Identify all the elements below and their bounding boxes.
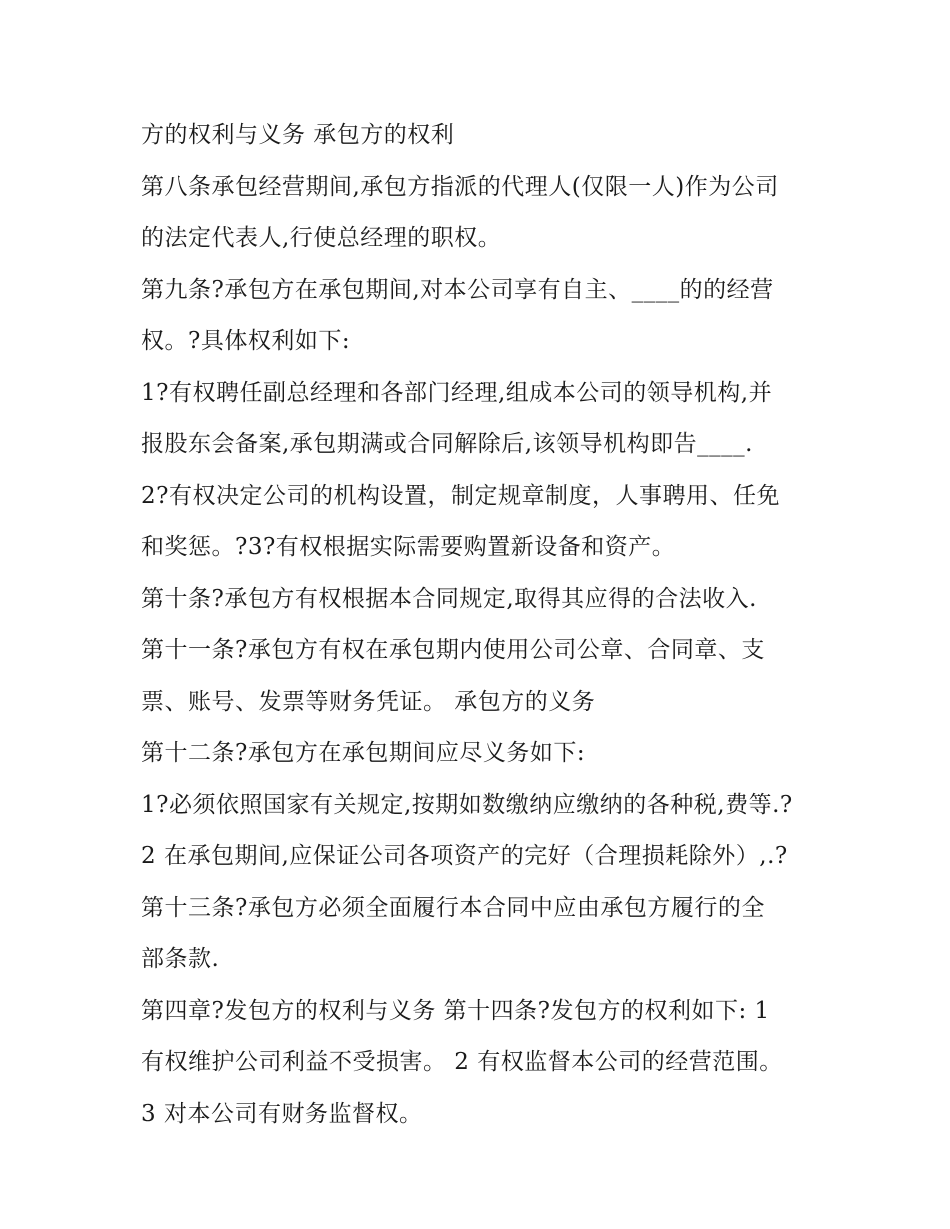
text-line: 权。?具体权利如下:	[141, 328, 351, 354]
text-line: 第十三条?承包方必须全面履行本合同中应由承包方履行的全	[141, 894, 765, 921]
text-line: 1?必须依照国家有关规定,按期如数缴纳应缴纳的各种税,费等.?	[141, 791, 793, 818]
text-line: 报股东会备案,承包期满或合同解除后,该领导机构即告____.	[141, 431, 753, 457]
text-line: 2 在承包期间,应保证公司各项资产的完好（合理损耗除外）,.?	[141, 843, 788, 869]
text-line: 3 对本公司有财务监督权。	[141, 1100, 423, 1127]
document-body	[141, 110, 821, 1140]
text-line: 有权维护公司利益不受损害。 2 有权监督本公司的经营范围。	[141, 1049, 783, 1075]
text-line: 1?有权聘任副总经理和各部门经理,组成本公司的领导机构,并	[141, 379, 773, 406]
text-line: 的法定代表人,行使总经理的职权。	[141, 225, 502, 251]
text-line: 第八条承包经营期间,承包方指派的代理人(仅限一人)作为公司	[141, 173, 779, 200]
text-line: 第十二条?承包方在承包期间应尽义务如下:	[141, 740, 586, 766]
text-line: 第十一条?承包方有权在承包期内使用公司公章、合同章、支	[141, 637, 765, 663]
text-line: 和奖惩。?3?有权根据实际需要购置新设备和资产。	[141, 534, 676, 560]
text-line: 第十条?承包方有权根据本合同规定,取得其应得的合法收入.	[141, 585, 757, 612]
text-line: 2?有权决定公司的机构设置，制定规章制度，人事聘用、任免	[141, 482, 780, 509]
text-line: 方的权利与义务 承包方的权利	[141, 122, 455, 148]
text-line: 部条款.	[141, 946, 220, 972]
text-line: 第四章?发包方的权利与义务 第十四条?发包方的权利如下: 1	[141, 997, 770, 1024]
text-line: 第九条?承包方在承包期间,对本公司享有自主、____的的经营	[141, 276, 774, 303]
text-line: 票、账号、发票等财务凭证。 承包方的义务	[141, 688, 596, 715]
